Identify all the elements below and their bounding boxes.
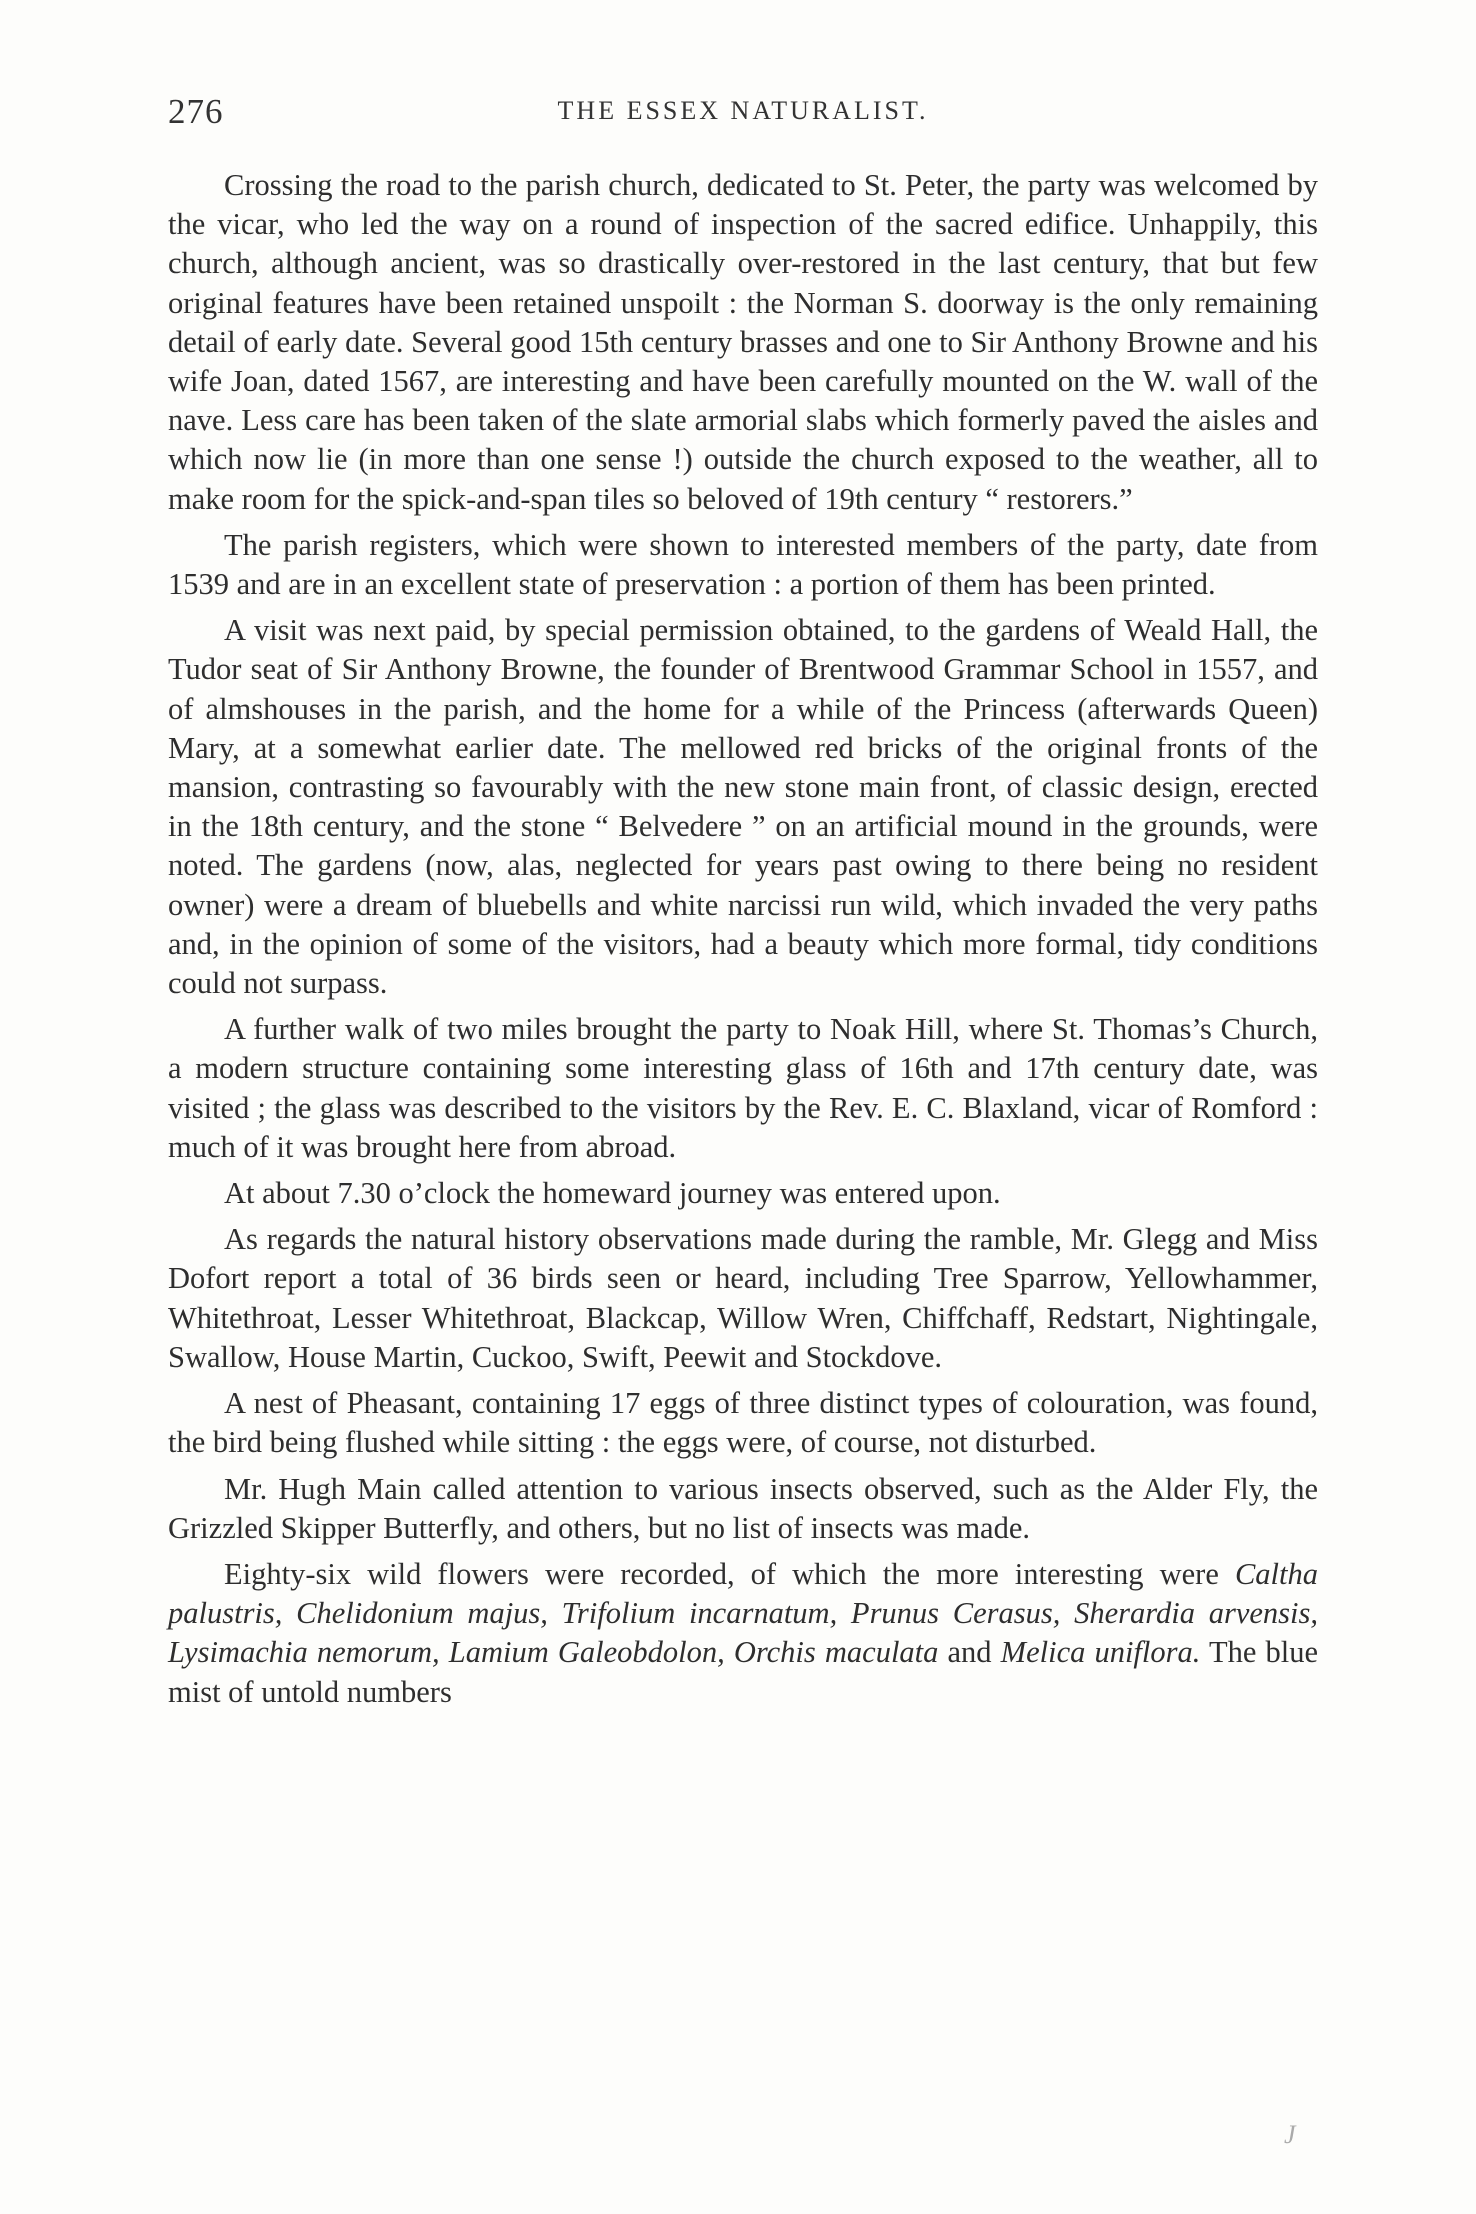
paragraph-birds: As regards the natural history observations made during the ramble, Mr. Glegg and Miss Dofort report a total of 36 birds seen or heard, including Tree Sparrow, Yellowhammer, Whitethroat, Lesser Whitethroat, Blackcap, Willow Wren, Chiffchaff, Redstart, Nightingale, Swallow, House Martin, Cuckoo, Swift, Peewit and Stockdove. [168, 1222, 1318, 1374]
page-corner-mark: J [1284, 2120, 1296, 2149]
paragraph-pheasant: A nest of Pheasant, containing 17 eggs of three distinct types of colouration, was found, the bird being flushed while sitting : the eggs were, of course, not disturbed. [168, 1386, 1318, 1460]
flowers-conjunction: and [938, 1635, 1001, 1670]
paragraph-weald-hall: A visit was next paid, by special permission obtained, to the gardens of Weald Hall, the Tudor seat of Sir Anthony Browne, the founder of Brentwood Grammar School in 1557, and of almshouses in the parish, and the home for a while of the Princess (afterwards Queen) Mary, at a somewhat earlier date. The mellowed red bricks of the original fronts of the mansion, contrasting so favourably with the new stone main front, of classic design, erected in the 18th century, and the stone “ Belvedere ” on an artificial mound in the grounds, were noted. The gardens (now, alas, neglected for years past owing to there being no resident owner) were a dream of bluebells and white narcissi run wild, which invaded the very paths and, in the opinion of some of the visitors, had a beauty which more formal, tidy conditions could not surpass. [168, 613, 1318, 1001]
flowers-species-list: Caltha palustris, Chelidonium majus, Trifolium incarnatum, Prunus Cerasus, Sherardia arvensis, Lysimachia nemorum, Lamium Galeobdolon, Orchis maculata [168, 1556, 1318, 1670]
flowers-outro: The blue mist of untold numbers [168, 1635, 1318, 1709]
paragraph-church: Crossing the road to the parish church, dedicated to St. Peter, the party was welcomed by the vicar, who led the way on a round of inspection of the sacred edifice. Unhappily, this church, although ancient, was so drastically over-restored in the last century, that but few original features have been retained unspoilt : the Norman S. doorway is the only remaining detail of early date. Several good 15th century brasses and one to Sir Anthony Browne and his wife Joan, dated 1567, are interesting and have been carefully mounted on the W. wall of the nave. Less care has been taken of the slate armorial slabs which formerly paved the aisles and which now lie (in more than one sense !) outside the church exposed to the weather, all to make room for the spick-and-span tiles so beloved of 19th century “ restorers.” [168, 168, 1318, 516]
paragraph-homeward: At about 7.30 o’clock the homeward journey was entered upon. [224, 1176, 1001, 1211]
page-number: 276 [168, 92, 224, 131]
running-head [168, 92, 1318, 138]
flowers-species-final: Melica uniflora. [1000, 1635, 1201, 1670]
body-text [168, 166, 1318, 1719]
journal-title: THE ESSEX NATURALIST. [557, 96, 929, 125]
paragraph-registers: The parish registers, which were shown to interested members of the party, date from 1539 and are in an excellent state of preservation : a portion of them has been printed. [168, 527, 1318, 602]
paragraph-wild-flowers [168, 1555, 1318, 1712]
flowers-intro: Eighty-six wild flowers were recorded, of which the more interesting were [224, 1556, 1235, 1591]
paragraph-insects: Mr. Hugh Main called attention to various insects observed, such as the Alder Fly, the Grizzled Skipper Butterfly, and others, but no list of insects was made. [168, 1471, 1318, 1545]
paragraph-noak-hill: A further walk of two miles brought the party to Noak Hill, where St. Thomas’s Church, a modern structure containing some interesting glass of 16th and 17th century date, was visited ; the glass was described to the visitors by the Rev. E. C. Blaxland, vicar of Romford : much of it was brought here from abroad. [168, 1012, 1318, 1164]
